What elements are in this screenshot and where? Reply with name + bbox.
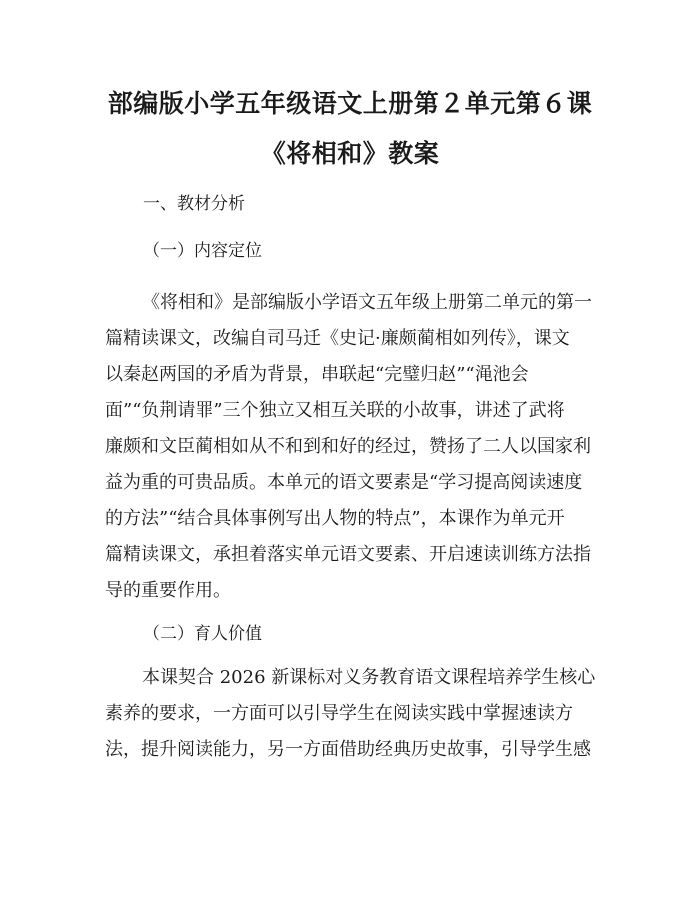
paragraph-line: 篇精读课文，改编自司马迁《史记·廉颇蔺相如列传》，课文 — [105, 328, 570, 349]
paragraph-line: 益为重的可贵品质。本单元的语文要素是“学习提高阅读速度 — [105, 472, 583, 493]
paragraph-line: 本课契合 2026 新课标对义务教育语文课程培养学生核心 — [142, 667, 596, 688]
paragraph-line: 以秦赵两国的矛盾为背景，串联起“完璧归赵”“渑池会 — [105, 364, 529, 385]
paragraph-line: 素养的要求，一方面可以引导学生在阅读实践中掌握速读方 — [105, 703, 573, 724]
paragraph-line: 面”“负荆请罪”三个独立又相互关联的小故事，讲述了武将 — [105, 400, 565, 421]
paragraph-line: 《将相和》是部编版小学语文五年级上册第二单元的第一 — [142, 292, 592, 313]
paragraph-line: 篇精读课文，承担着落实单元语文要素、开启速读训练方法指 — [105, 544, 591, 565]
subsection-heading-content-positioning: （一）内容定位 — [143, 241, 262, 261]
paragraph-line: 法，提升阅读能力，另一方面借助经典历史故事，引导学生感 — [105, 739, 591, 760]
paragraph-educational-value — [105, 660, 605, 768]
paragraph-content-positioning — [105, 285, 605, 609]
paragraph-line: 导的重要作用。 — [105, 580, 231, 601]
paragraph-line: 廉颇和文臣蔺相如从不和到和好的经过，赞扬了二人以国家利 — [105, 436, 591, 457]
document-title-line1: 部编版小学五年级语文上册第２单元第６课 — [107, 89, 593, 118]
section-heading-teaching-material-analysis: 一、教材分析 — [143, 194, 245, 214]
paragraph-line: 的方法”“结合具体事例写出人物的特点”，本课作为单元开 — [105, 508, 565, 529]
subsection-heading-educational-value: （二）育人价值 — [143, 624, 262, 644]
document-title-line2: 《将相和》教案 — [260, 139, 440, 168]
